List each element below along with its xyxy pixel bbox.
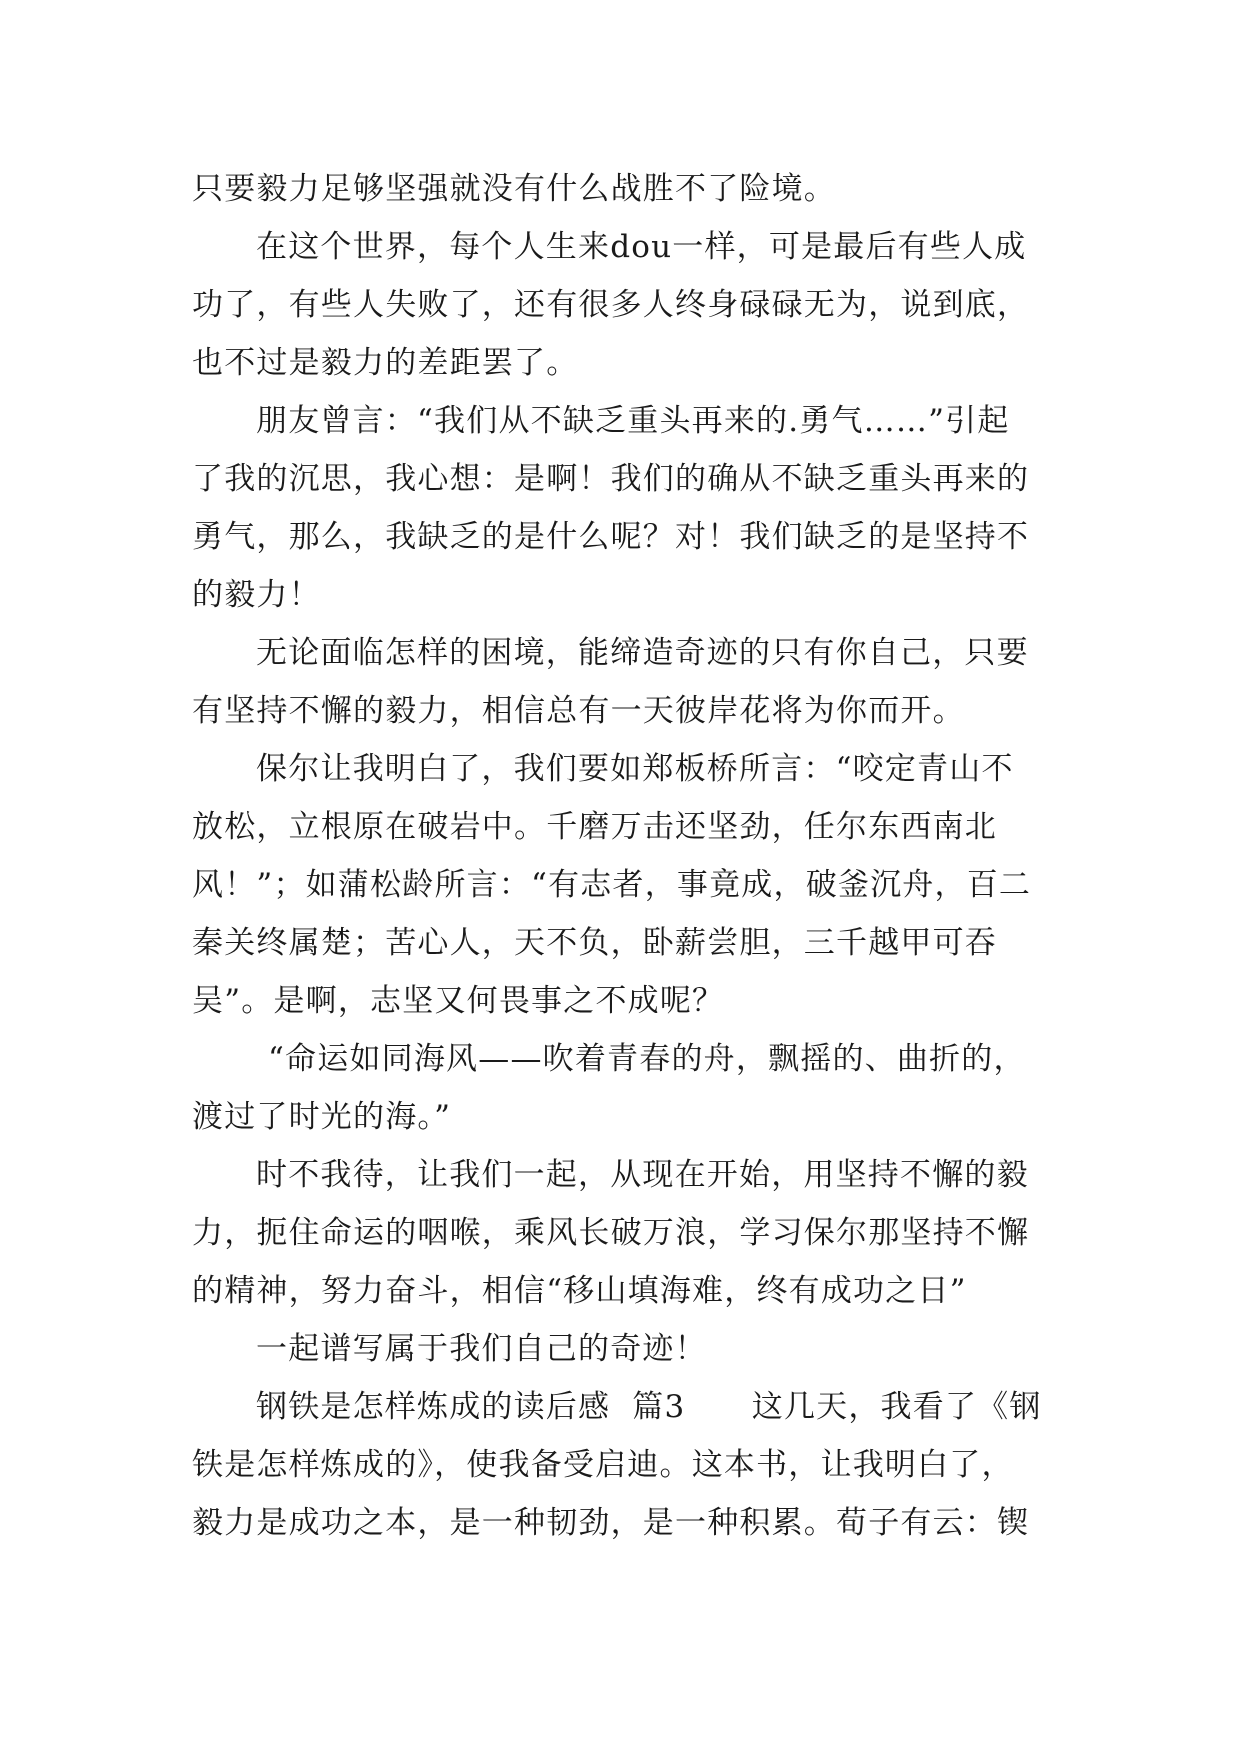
text-line: 勇气，那么，我缺乏的是什么呢？对！我们缺乏的是坚持不: [192, 519, 1030, 555]
text-line: 了我的沉思，我心想：是啊！我们的确从不缺乏重头再来的: [192, 461, 1030, 497]
text-line: 吴”。是啊，志坚又何畏事之不成呢？: [192, 983, 725, 1019]
text-line: 渡过了时光的海。”: [192, 1099, 452, 1135]
text-line: “命运如同海风——吹着青春的舟，飘摇的、曲折的，: [268, 1041, 1026, 1077]
text-line: 毅力是成功之本，是一种韧劲，是一种积累。荀子有云：锲: [192, 1505, 1030, 1541]
text-line: 在这个世界，每个人生来dou一样，可是最后有些人成: [256, 229, 1027, 265]
text-line: 秦关终属楚；苦心人，天不负，卧薪尝胆，三千越甲可吞: [192, 925, 997, 961]
text-line: 时不我待，让我们一起，从现在开始，用坚持不懈的毅: [256, 1157, 1029, 1193]
text-line: 风！”；如蒲松龄所言：“有志者，事竟成，破釜沉舟，百二: [192, 867, 1032, 903]
text-line: 只要毅力足够坚强就没有什么战胜不了险境。: [192, 171, 836, 207]
text-line: 朋友曾言：“我们从不缺乏重头再来的.勇气……”引起: [256, 403, 1010, 439]
text-line: 功了，有些人失败了，还有很多人终身碌碌无为，说到底，: [192, 287, 1030, 323]
text-line: 无论面临怎样的困境，能缔造奇迹的只有你自己，只要: [256, 635, 1029, 671]
text-line: 力，扼住命运的咽喉，乘风长破万浪，学习保尔那坚持不懈: [192, 1215, 1030, 1251]
text-line: 的毅力！: [192, 577, 321, 613]
text-line: 有坚持不懈的毅力，相信总有一天彼岸花将为你而开。: [192, 693, 965, 729]
text-line: 的精神，努力奋斗，相信“移山填海难，终有成功之日”: [192, 1273, 967, 1309]
text-line: 钢铁是怎样炼成的读后感 篇3 这几天，我看了《钢: [256, 1389, 1042, 1425]
article-body: [192, 160, 1072, 1552]
text-line: 也不过是毅力的差距罢了。: [192, 345, 579, 381]
text-line: 放松，立根原在破岩中。千磨万击还坚劲，任尔东西南北: [192, 809, 997, 845]
text-line: 铁是怎样炼成的》，使我备受启迪。这本书，让我明白了，: [192, 1447, 1014, 1483]
text-line: 一起谱写属于我们自己的奇迹！: [256, 1331, 707, 1367]
text-line: 保尔让我明白了，我们要如郑板桥所言：“咬定青山不: [256, 751, 1014, 787]
